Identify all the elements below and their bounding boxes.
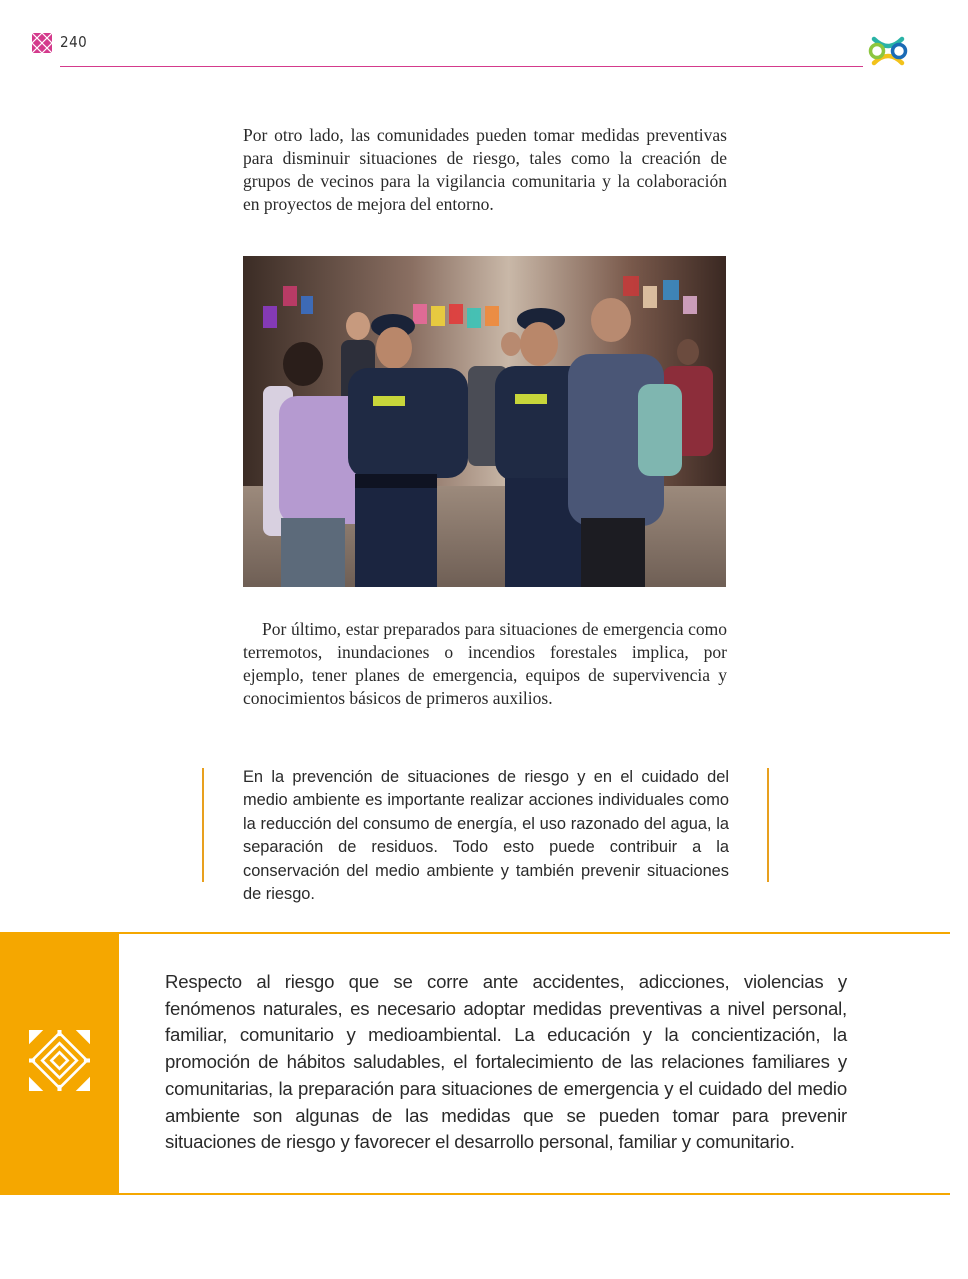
summary-text: Respecto al riesgo que se corre ante accidentes, adicciones, violencias y fenómenos naturales, es necesario adoptar medidas preventivas a nivel personal, familiar, comunitario y medioambiental. La educación y la concientización, la promoción de hábitos saludables, el fortalecimiento de las relaciones familiares y comunitarias, la preparación para situaciones de emergencia y el cuidado del medio ambiente son algunas de las medidas que se pueden tomar para prevenir situaciones de riesgo y favorecer el desarrollo personal, familiar y comunitario.	[165, 971, 847, 1153]
woven-emblem-icon	[29, 1030, 90, 1091]
police-street-photo	[243, 256, 726, 587]
callout-bar-left	[202, 768, 204, 882]
brand-logo-icon	[868, 31, 908, 71]
callout-bar-right	[767, 768, 769, 882]
summary-box	[0, 932, 950, 1195]
callout-text: En la prevención de situaciones de riesgo y en el cuidado del medio ambiente es importante realizar acciones individuales como la reducción del consumo de energía, el uso razonado del agua, la separación de residuos. Todo esto puede contribuir a la conservación del medio ambiente y también prevenir situaciones de riesgo.	[243, 768, 729, 904]
pattern-icon	[32, 33, 52, 53]
page-number: 240	[60, 33, 88, 51]
summary-rule-top	[119, 932, 950, 934]
emergency-paragraph: Por último, estar preparados para situaciones de emergencia como terremotos, inundaciones o incendios forestales implica, por ejemplo, tener planes de emergencia, equipos de supervivencia y conocimientos básicos de primeros auxilios.	[243, 619, 727, 708]
header-rule	[60, 66, 863, 67]
intro-paragraph: Por otro lado, las comunidades pueden tomar medidas preventivas para disminuir situaciones de riesgo, tales como la creación de grupos de vecinos para la vigilancia comunitaria y la colaboración en proyectos de mejora del entorno.	[243, 125, 727, 214]
summary-rule-bottom	[119, 1193, 950, 1195]
